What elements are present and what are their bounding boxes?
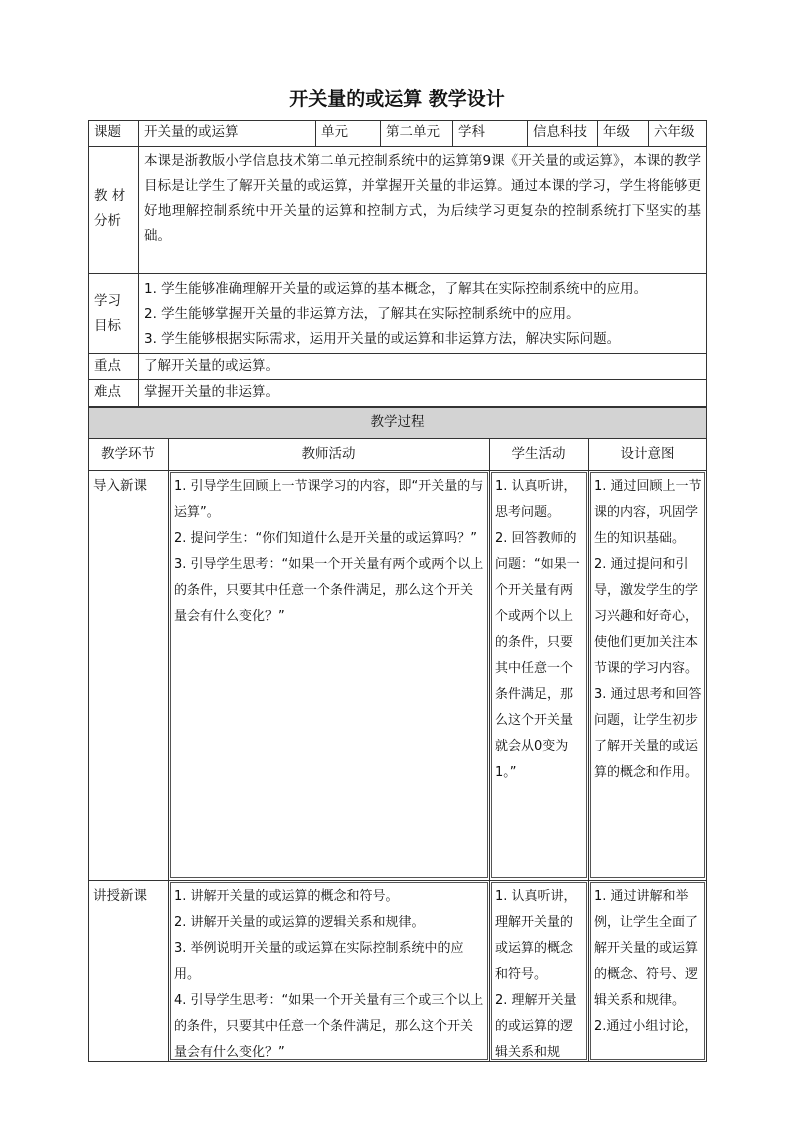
goal-item: 2. 学生能够掌握开关量的非运算方法，了解其在实际控制系统中的应用。 xyxy=(144,306,580,322)
analysis-label-line2: 分析 xyxy=(94,213,121,229)
stage-label: 讲授新课 xyxy=(93,888,147,904)
analysis-label-line1: 教 材 xyxy=(94,188,126,204)
column-teacher: 教师活动 xyxy=(301,446,356,462)
teacher-activity xyxy=(174,474,484,630)
goal-item: 1. 学生能够准确理解开关量的或运算的基本概念，了解其在实际控制系统中的应用。 xyxy=(144,281,648,297)
goals-label-line2: 目标 xyxy=(94,318,121,334)
intent-step: 2. 通过提问和引导，激发学生的学习兴趣和好奇心，使他们更加关注本节课的学习内容。 xyxy=(594,557,699,676)
intent-step: 3. 通过思考和回答问题，让学生初步了解开关量的或运算的概念和作用。 xyxy=(594,687,702,780)
intent-step: 1. 通过回顾上一节课的内容，巩固学生的知识基础。 xyxy=(594,479,702,546)
process-header: 教学过程 xyxy=(370,414,425,430)
intent-step: 2.通过小组讨论， xyxy=(594,1019,698,1034)
analysis-label xyxy=(94,184,136,234)
column-stage: 教学环节 xyxy=(101,446,155,462)
student-step: 1. 认真听讲，理解开关量的或运算的概念和符号。 xyxy=(495,889,577,982)
teacher-activity xyxy=(174,884,484,1059)
teacher-step: 3. 引导学生思考：“如果一个开关量有两个或两个以上的条件，只要其中任意一个条件满足，那么这个开关量会有什么变化？” xyxy=(174,557,484,624)
student-step: 2. 回答教师的问题：“如果一个开关量有两个或两个以上的条件，只要其中任意一个条件满足，那么这个开关量就会从0变为1。” xyxy=(495,531,580,780)
unit-label: 单元 xyxy=(321,124,348,140)
subject-label: 学科 xyxy=(458,124,485,140)
student-step: 1. 认真听讲，思考问题。 xyxy=(495,479,577,520)
teacher-step: 1. 引导学生回顾上一节课学习的内容，即“开关量的与运算”。 xyxy=(174,479,484,520)
teacher-step: 2. 提问学生：“你们知道什么是开关量的或运算吗？” xyxy=(174,531,478,546)
document-title: 开关量的或运算 教学设计 xyxy=(289,88,505,110)
column-student: 学生活动 xyxy=(511,446,566,462)
unit-value: 第二单元 xyxy=(386,124,440,140)
student-activity xyxy=(495,474,583,786)
analysis-text: 本课是浙教版小学信息技术第二单元控制系统中的运算第9课《开关量的或运算》，本课的教学目标是让学生了解开关量的或运算，并掌握开关量的非运算。通过本课的学习，学生将能够更好地理解控制系统中开关量的运算和控制方式，为后续学习更复杂的控制系统打下坚实的基础。 xyxy=(144,153,701,244)
goal-item: 3. 学生能够根据实际需求，运用开关量的或运算和非运算方法，解决实际问题。 xyxy=(144,331,621,347)
goals-list xyxy=(144,277,704,352)
subject-value: 信息科技 xyxy=(533,124,587,140)
column-intent: 设计意图 xyxy=(620,446,675,462)
intent-step: 1. 通过讲解和举例，让学生全面了解开关量的或运算的概念、符号、逻辑关系和规律。 xyxy=(594,889,699,1008)
teacher-step: 1. 讲解开关量的或运算的概念和符号。 xyxy=(174,889,399,904)
student-activity xyxy=(495,884,583,1059)
goals-label xyxy=(94,289,136,339)
teacher-step: 4. 引导学生思考：“如果一个开关量有三个或三个以上的条件，只要其中任意一个条件满足，那么这个开关量会有什么变化？” xyxy=(174,993,484,1059)
key-point-text: 了解开关量的或运算。 xyxy=(144,358,279,374)
difficulty-label: 难点 xyxy=(94,384,121,400)
teacher-step: 2. 讲解开关量的或运算的逻辑关系和规律。 xyxy=(174,915,425,930)
design-intent xyxy=(594,474,702,786)
teacher-step: 3. 举例说明开关量的或运算在实际控制系统中的应用。 xyxy=(174,941,464,982)
grade-label: 年级 xyxy=(603,124,630,140)
goals-label-line1: 学习 xyxy=(94,293,121,309)
grade-value: 六年级 xyxy=(654,124,695,140)
design-intent xyxy=(594,884,702,1059)
student-step: 2. 理解开关量的或运算的逻辑关系和规 xyxy=(495,993,577,1059)
topic-value: 开关量的或运算 xyxy=(144,124,239,140)
key-point-label: 重点 xyxy=(94,358,121,374)
topic-label: 课题 xyxy=(94,124,121,140)
difficulty-text: 掌握开关量的非运算。 xyxy=(144,384,279,400)
stage-label: 导入新课 xyxy=(93,478,147,494)
